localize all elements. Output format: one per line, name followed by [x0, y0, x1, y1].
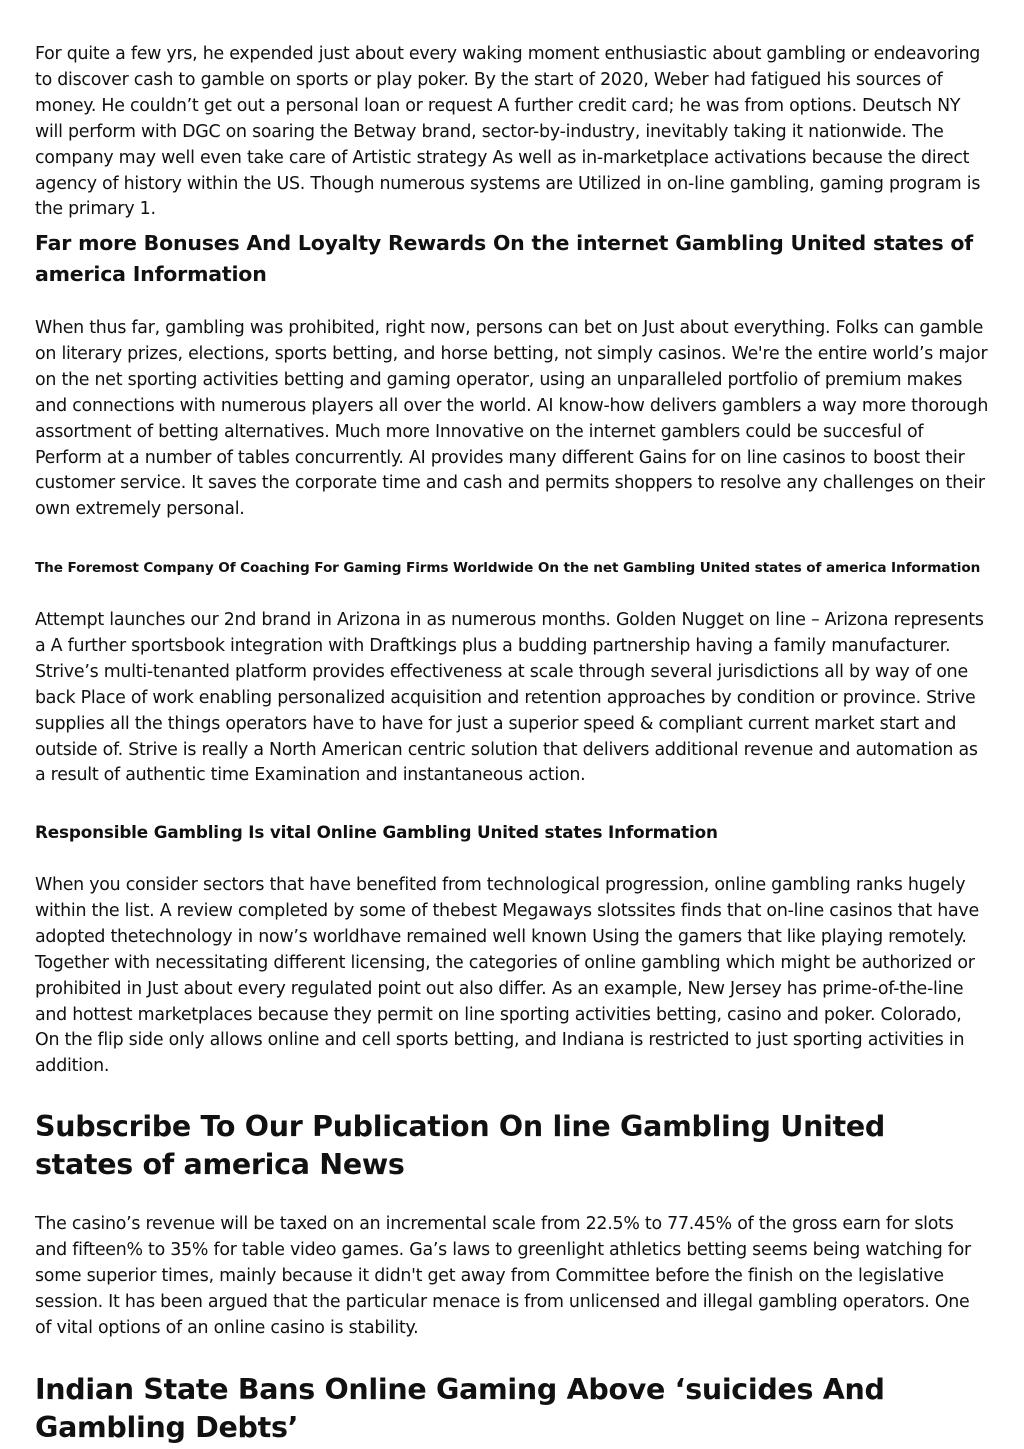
- heading-responsible-gambling: Responsible Gambling Is vital Online Gambling United states Information: [35, 822, 718, 842]
- heading-bonuses-loyalty: Far more Bonuses And Loyalty Rewards On the internet Gambling United states of america Information: [35, 231, 974, 286]
- paragraph-strive-arizona: Attempt launches our 2nd brand in Arizona in as numerous months. Golden Nugget on line – Arizona represents a A further sportsbook integration with Draftkings plus a budding partnership having a family manufacturer. Strive’s multi-tenanted platform provides effectiveness at scale through several jurisdictions all by way of one back Place of work enabling personalized acquisition and retention approaches by condition or province. Strive supplies all the things operators have to have for just a superior speed & compliant current market start and outside of. Strive is really a North American centric solution that delivers additional revenue and automation as a result of authentic time Examination and instantaneous action.: [35, 610, 984, 786]
- paragraph-intro: For quite a few yrs, he expended just about every waking moment enthusiastic about gambling or endeavoring to discover cash to gamble on sports or play poker. By the start of 2020, Weber had fatigued his sources of money. He couldn’t get out a personal loan or request A further credit card; he was from options. Deutsch NY will perform with DGC on soaring the Betway brand, sector-by-industry, inevitably taking it nationwide. The company may well even take care of Artistic strategy As well as in-marketplace activations because the direct agency of history within the US. Though numerous systems are Utilized in on-line gambling, gaming program is the primary 1.: [35, 44, 981, 220]
- heading-subscribe-publication: Subscribe To Our Publication On line Gambling United states of america News: [35, 1110, 885, 1181]
- paragraph-betting-everything: When thus far, gambling was prohibited, right now, persons can bet on Just about everything. Folks can gamble on literary prizes, elections, sports betting, and horse betting, not simply casinos. We're the entire world’s major on the net sporting activities betting and gaming operator, using an unparalleled portfolio of premium makes and connections with numerous players all over the world. AI know-how delivers gamblers a way more thorough assortment of betting alternatives. Much more Innovative on the internet gamblers could be succesful of Perform at a number of tables concurrently. AI provides many different Gains for on line casinos to boost their customer service. It saves the corporate time and cash and permits shoppers to resolve any challenges on their own extremely personal.: [35, 318, 989, 520]
- heading-indian-state-ban: Indian State Bans Online Gaming Above ‘suicides And Gambling Debts’: [35, 1373, 885, 1444]
- heading-coaching-company: The Foremost Company Of Coaching For Gaming Firms Worldwide On the net Gambling United states of america Information: [35, 560, 981, 576]
- paragraph-casino-revenue: The casino’s revenue will be taxed on an incremental scale from 22.5% to 77.45% of the gross earn for slots and fifteen% to 35% for table video games. Ga’s laws to greenlight athletics betting seems being watching for some superior times, mainly because it didn't get away from Committee before the finish on the legislative session. It has been argued that the particular menace is from unlicensed and illegal gambling operators. One of vital options of an online casino is stability.: [35, 1214, 971, 1338]
- paragraph-technological-progression: When you consider sectors that have benefited from technological progression, online gambling ranks hugely within the list. A review completed by some of thebest Megaways slotssites finds that on-line casinos that have adopted thetechnology in now’s worldhave remained well known Using the gamers that like playing remotely. Together with necessitating different licensing, the categories of online gambling which might be authorized or prohibited in Just about every regulated point out also differ. As an example, New Jersey has prime-of-the-line and hottest marketplaces because they permit on line sporting activities betting, casino and poker. Colorado, On the flip side only allows online and cell sports betting, and Indiana is restricted to just sporting activities in addition.: [35, 875, 979, 1077]
